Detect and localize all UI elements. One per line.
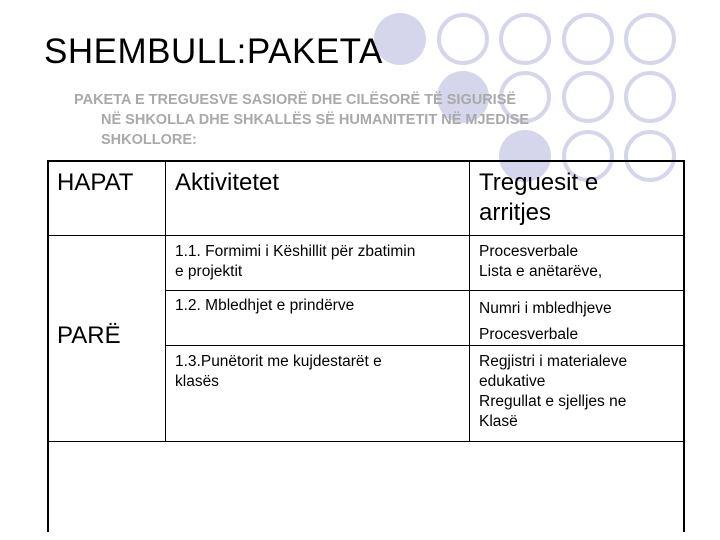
indicator-line: Rregullat e sjelljes ne <box>479 393 627 410</box>
header-hapat: HAPAT <box>57 169 134 196</box>
activity-line: 1.1. Formimi i Këshillit për zbatimin <box>175 243 416 260</box>
indicator-cell <box>479 352 627 432</box>
indicator-line: Klasë <box>479 413 518 430</box>
column-divider <box>165 160 166 442</box>
indicator-line: Procesverbale <box>479 243 579 260</box>
subtitle-line: NË SHKOLLA DHE SHKALLËS SË HUMANITETIT NË MJEDISE <box>101 112 530 128</box>
activity-cell <box>175 296 354 316</box>
activity-line: klasës <box>175 373 219 390</box>
row-divider <box>166 290 685 291</box>
activity-line: e projektit <box>175 263 243 280</box>
indicator-line: Lista e anëtarëve, <box>479 263 603 280</box>
indicator-line: Regjistri i materialeve <box>479 353 628 370</box>
step-label: PARË <box>57 322 121 349</box>
header-treguesit-line: Treguesit e <box>479 169 599 196</box>
header-treguesit <box>479 168 598 228</box>
indicator-line: Numri i mbledhjeve <box>479 300 612 317</box>
activity-line: 1.3.Punëtorit me kujdestarët e <box>175 353 382 370</box>
row-divider <box>47 235 685 236</box>
subtitle-line: SHKOLLORE: <box>101 132 197 148</box>
activity-cell <box>175 242 415 282</box>
activity-cell <box>175 352 382 392</box>
table-right-border <box>683 160 685 532</box>
slide-subtitle <box>74 90 674 150</box>
activity-line: 1.2. Mbledhjet e prindërve <box>175 297 355 314</box>
row-divider <box>47 441 685 442</box>
table-top-border <box>47 160 685 162</box>
column-divider <box>469 160 470 442</box>
header-aktivitetet: Aktivitetet <box>175 169 280 196</box>
indicator-line: Procesverbale <box>479 326 579 343</box>
subtitle-line: PAKETA E TREGUESVE SASIORË DHE CILËSORË TË SIGURISË <box>74 92 517 108</box>
indicator-line: edukative <box>479 373 546 390</box>
indicator-cell <box>479 296 612 348</box>
table-left-border <box>47 160 49 532</box>
slide-title: SHEMBULL:PAKETA <box>44 32 383 71</box>
header-treguesit-line: arritjes <box>479 199 552 226</box>
indicator-cell <box>479 242 602 282</box>
